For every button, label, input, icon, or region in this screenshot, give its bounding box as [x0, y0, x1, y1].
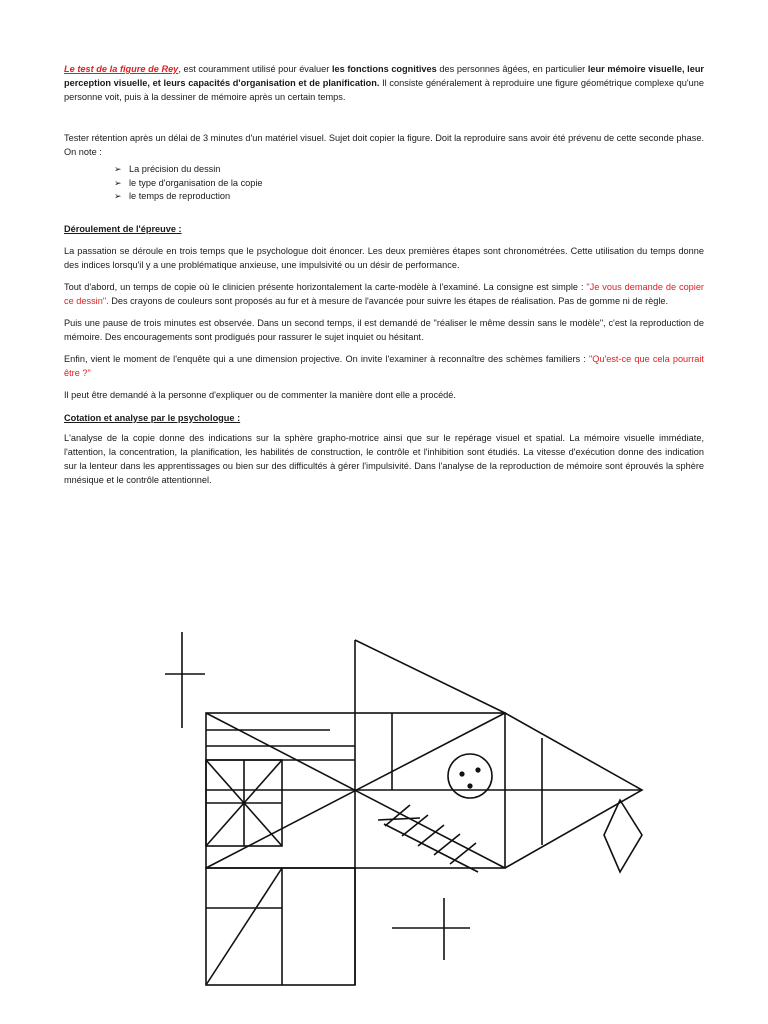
figure-slash-axis [384, 824, 478, 872]
figure-slash [385, 805, 410, 826]
cotation-paragraph: L'analyse de la copie donne des indications sur la sphère grapho-motrice ainsi que sur le repérage visuel et spatial. La mémoire visuelle immédiate, l'attention, la concentration, la planification, les habilités de construction, le contrôle et l'inhibition sont étudiés. La vitesse d'exécution donne des indication sur la lenteur dans les apprentissages ou bien sur des difficultés à gérer l'impulsivité. Dans l'analyse de la reproduction de mémoire sont éprouvés la sphère mnésique et le contrôle attentionnel. [64, 432, 704, 485]
intro-text-3: Il consiste généralement à reproduire une figure géométrique complexe qu'une personne voit, puis à la dessiner de mémoire après un certain temps. [64, 78, 704, 102]
deroulement-paragraph-4 [64, 352, 704, 380]
deroulement-paragraph-5: Il peut être demandé à la personne d'expliquer ou de commenter la manière dont elle a procédé. [64, 389, 456, 400]
figure-circle [448, 754, 492, 798]
list-item [114, 190, 704, 204]
arrow-right-icon: ➢ [114, 177, 122, 188]
list-item [114, 163, 704, 177]
figure-slash [418, 825, 444, 846]
arrow-right-icon: ➢ [114, 191, 122, 201]
figure-dot [459, 771, 464, 776]
intro-paragraph [64, 62, 704, 104]
intro-bold-2: leur mémoire visuelle, leur perception visuelle, et leurs capacités d'organisation et de planification. [64, 64, 705, 88]
figure-dot [475, 767, 480, 772]
document-body [64, 62, 704, 487]
p4-text-a: Enfin, vient le moment de l'enquête qui a une dimension projective. On invite l'examiner à reconnaître des schèmes familiers : [64, 353, 589, 364]
deroulement-paragraph-3: Puis une pause de trois minutes est observée. Dans un second temps, il est demandé de "réaliser le même dessin sans le modèle", c'est la reproduction de mémoire. Des encouragements sont prodigués pour rassurer le sujet inquiet ou hésitant. [64, 317, 704, 342]
figure-diamond [604, 800, 642, 872]
list-item-label: le type d'organisation de la copie [129, 177, 263, 188]
figure-diagonal-1 [206, 713, 505, 868]
figure-top-triangle [355, 640, 505, 713]
cotation-heading: Cotation et analyse par le psychologue : [64, 412, 241, 423]
rey-test-link[interactable]: Le test de la figure de Rey [64, 64, 179, 74]
figure-right-triangle [505, 713, 642, 868]
figure-slash-base [378, 818, 420, 820]
consigne-quote: "Je vous demande de copier ce dessin". [64, 281, 704, 306]
arrow-right-icon: ➢ [114, 164, 122, 174]
figure-left-square-diag [206, 760, 282, 846]
figure-left-square [206, 760, 282, 846]
list-item-label: le temps de reproduction [129, 191, 231, 201]
figure-slash [434, 834, 460, 855]
intro-text-2: des personnes âgées, en particulier [436, 64, 588, 74]
intro-text-1: , est couramment utilisé pour évaluer [178, 64, 332, 74]
p2-text-b: Des crayons de couleurs sont proposés au fur et à mesure de l'avancée pour suivre les étapes de réalisation. Pas de gomme ni de règle. [108, 295, 669, 306]
p2-text-a: Tout d'abord, un temps de copie où le clinicien présente horizontalement la carte-modèle à l'examiné. La consigne est simple : [64, 281, 587, 292]
figure-left-square-diag [206, 760, 282, 846]
deroulement-heading: Déroulement de l'épreuve : [64, 223, 182, 234]
figure-dot [467, 783, 472, 788]
figure-slash [402, 815, 428, 836]
figure-bottom-diagonal [206, 868, 282, 985]
deroulement-paragraph-1: La passation se déroule en trois temps que le psychologue doit énoncer. Les deux premières étapes sont chronométrées. Cette utilisation du temps donne des indices lorsqu'il y a une problématique anxieuse, une impulsivité ou un désir de performance. [64, 245, 704, 270]
list-item [114, 177, 704, 191]
criteria-list [64, 163, 704, 204]
figure-bottom-left-rect [206, 868, 355, 985]
enquete-quote: "Qu'est-ce que cela pourrait être ?" [64, 353, 704, 378]
list-item-label: La précision du dessin [129, 164, 221, 174]
deroulement-paragraph-2 [64, 280, 704, 308]
figure-main-rectangle [206, 713, 505, 868]
figure-diagonal-2 [206, 713, 505, 868]
intro-bold-1: les fonctions cognitives [331, 64, 437, 74]
figure-slash [450, 843, 476, 864]
test-paragraph: Tester rétention après un délai de 3 minutes d'un matériel visuel. Sujet doit copier la figure. Doit la reproduire sans avoir été prévenu de cette seconde phase. On note : [64, 133, 704, 157]
